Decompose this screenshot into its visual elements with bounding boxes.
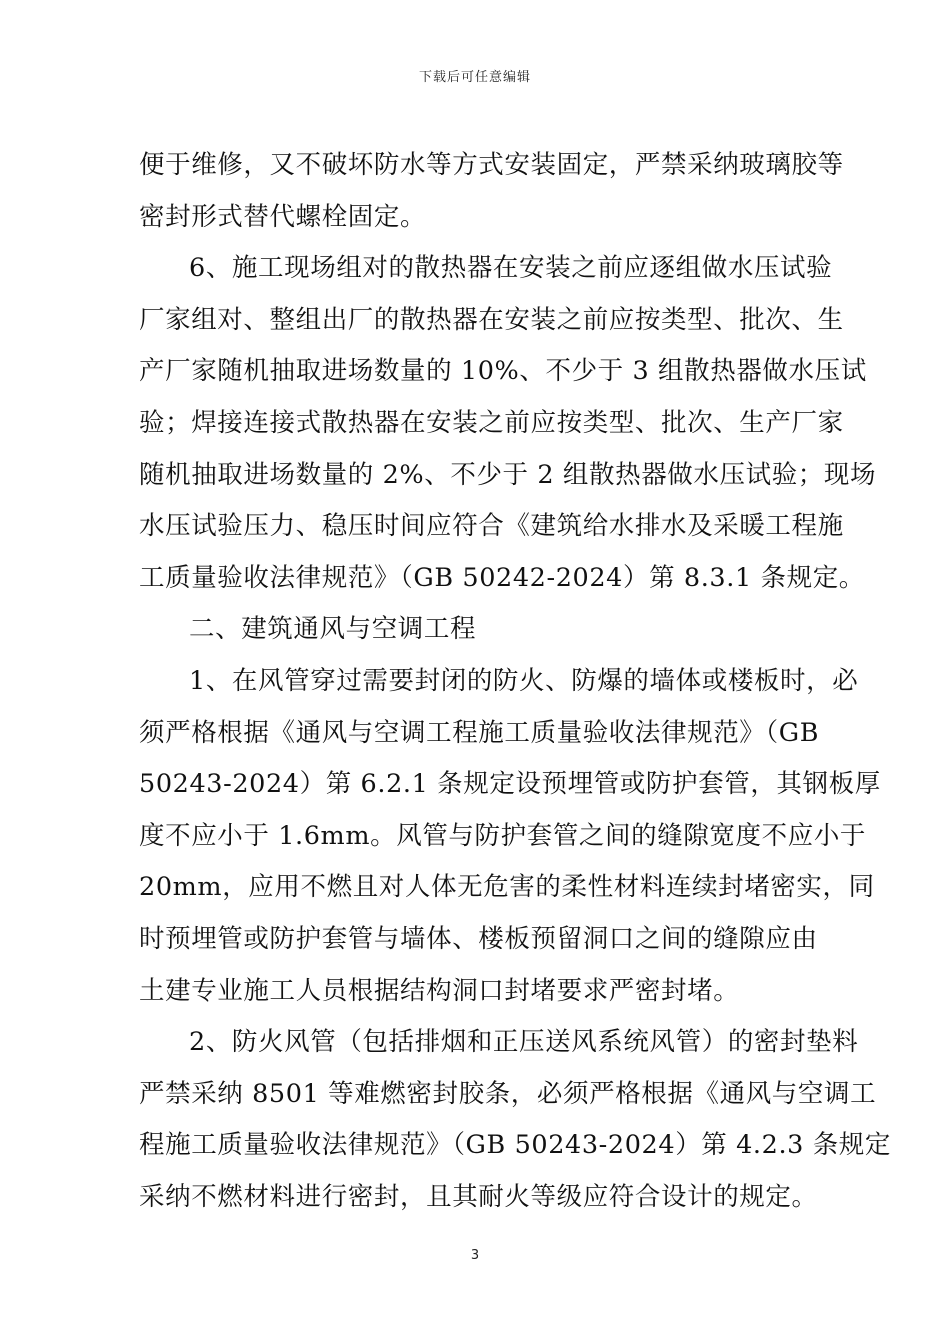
text-line: 时预埋管或防护套管与墙体、楼板预留洞口之间的缝隙应由 — [139, 923, 818, 954]
text-line: 工质量验收法律规范》（GB 50242-2024）第 8.3.1 条规定。 — [139, 562, 865, 593]
text-line: 水压试验压力、稳压时间应符合《建筑给水排水及采暖工程施 — [139, 511, 844, 542]
text-line: 度不应小于 1.6mm。风管与防护套管之间的缝隙宽度不应小于 — [139, 820, 867, 851]
text-line: 须严格根据《通风与空调工程施工质量验收法律规范》（GB — [139, 717, 820, 748]
page-header: 下载后可任意编辑 — [418, 70, 531, 85]
text-line: 程施工质量验收法律规范》（GB 50243-2024）第 4.2.3 条规定 — [139, 1130, 891, 1161]
text-line: 产厂家随机抽取进场数量的 10%、不少于 3 组散热器做水压试 — [139, 356, 867, 387]
paragraph-start-line: 1、在风管穿过需要封闭的防火、防爆的墙体或楼板时，必 — [189, 665, 859, 696]
text-line: 严禁采纳 8501 等难燃密封胶条，必须严格根据《通风与空调工 — [139, 1078, 877, 1109]
paragraph-start-line: 6、施工现场组对的散热器在安装之前应逐组做水压试验 — [189, 253, 833, 284]
page-number: 3 — [470, 1248, 480, 1263]
text-line: 密封形式替代螺栓固定。 — [139, 201, 427, 232]
text-line: 20mm，应用不燃且对人体无危害的柔性材料连续封堵密实，同 — [139, 872, 875, 903]
text-line: 便于维修，又不破坏防水等方式安装固定，严禁采纳玻璃胶等 — [139, 150, 844, 180]
section-heading: 二、建筑通风与空调工程 — [189, 614, 477, 645]
text-line: 土建专业施工人员根据结构洞口封堵要求严密封堵。 — [139, 975, 740, 1006]
text-line: 50243-2024）第 6.2.1 条规定设预埋管或防护套管，其钢板厚 — [139, 769, 881, 800]
text-line: 随机抽取进场数量的 2%、不少于 2 组散热器做水压试验；现场 — [139, 459, 877, 490]
text-line: 采纳不燃材料进行密封，且其耐火等级应符合设计的规定。 — [139, 1181, 818, 1212]
document-body — [139, 140, 891, 1223]
text-line: 厂家组对、整组出厂的散热器在安装之前应按类型、批次、生 — [139, 304, 844, 335]
text-line: 验；焊接连接式散热器在安装之前应按类型、批次、生产厂家 — [139, 407, 844, 438]
paragraph-start-line: 2、防火风管（包括排烟和正压送风系统风管）的密封垫料 — [189, 1027, 859, 1058]
